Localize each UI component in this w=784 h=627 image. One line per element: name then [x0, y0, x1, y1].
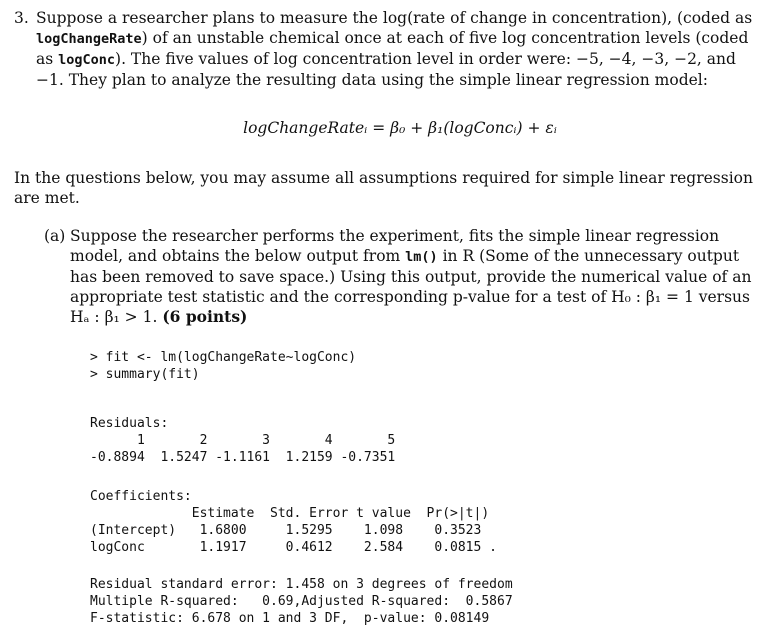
regression-equation: logChangeRateᵢ = β₀ + β₁(logConcᵢ) + εᵢ	[243, 119, 557, 137]
code-logchangerate: logChangeRate	[36, 31, 142, 47]
intro-text-3: ). The five values of log concentration level in order were: −5, −4, −3, −2, and −1. They plan to analyze the resulting data using the simple linear regression model:	[36, 50, 736, 89]
question-body	[36, 8, 764, 138]
intro-text-1: Suppose a researcher plans to measure the log(rate of change in concentration), (coded as	[36, 9, 753, 27]
part-a-text-1: Suppose the researcher performs the experiment, fits the simple linear regression model, and obtains the below output from	[70, 227, 720, 265]
residuals-values-row: -0.8894 1.5247 -1.1161 1.2159 -0.7351	[90, 450, 396, 465]
part-a-text	[70, 226, 764, 327]
part-a-label: (a)	[44, 227, 66, 245]
question-intro-paragraph	[36, 8, 764, 90]
r-output-block	[14, 349, 764, 627]
code-lm: lm()	[405, 249, 438, 265]
residual-standard-error: Residual standard error: 1.458 on 3 degrees of freedom	[90, 577, 513, 592]
residuals-index-row: 1 2 3 4 5	[90, 433, 396, 448]
r-squared-line: Multiple R-squared: 0.69,Adjusted R-squared: 0.5867	[90, 594, 513, 609]
part-a-points: (6 points)	[162, 307, 248, 326]
coefficients-row-logconc: logConc 1.1917 0.4612 2.584 0.0815 .	[90, 540, 497, 555]
f-statistic-line: F-statistic: 6.678 on 1 and 3 DF, p-value: 0.08149	[90, 611, 490, 626]
question-number: 3.	[14, 9, 29, 27]
residuals-header: Residuals:	[90, 416, 169, 431]
intro-text-2: ) of an unstable chemical once at each of five log concentration levels (coded as	[36, 29, 749, 68]
coefficients-row-intercept: (Intercept) 1.6800 1.5295 1.098 0.3523	[90, 523, 482, 538]
coefficients-header: Coefficients:	[90, 489, 192, 504]
r-command-1: > fit <- lm(logChangeRate~logConc)	[90, 350, 357, 365]
part-a	[44, 226, 764, 327]
coefficients-column-headers: Estimate Std. Error t value Pr(>|t|)	[90, 506, 490, 521]
question-document	[14, 8, 764, 627]
part-a-text-2: in R (Some of the unnecessary output has been removed to save space.) Using this output, provide the numerical value of an appropriate test statistic and the corresponding p-value for a test of H₀ : β₁ = 1 versus Hₐ : β₁ > 1.	[70, 247, 752, 326]
code-logconc: logConc	[58, 52, 116, 68]
r-command-2: > summary(fit)	[90, 367, 200, 382]
assumptions-text: In the questions below, you may assume all assumptions required for simple linear regression are met.	[14, 169, 753, 207]
